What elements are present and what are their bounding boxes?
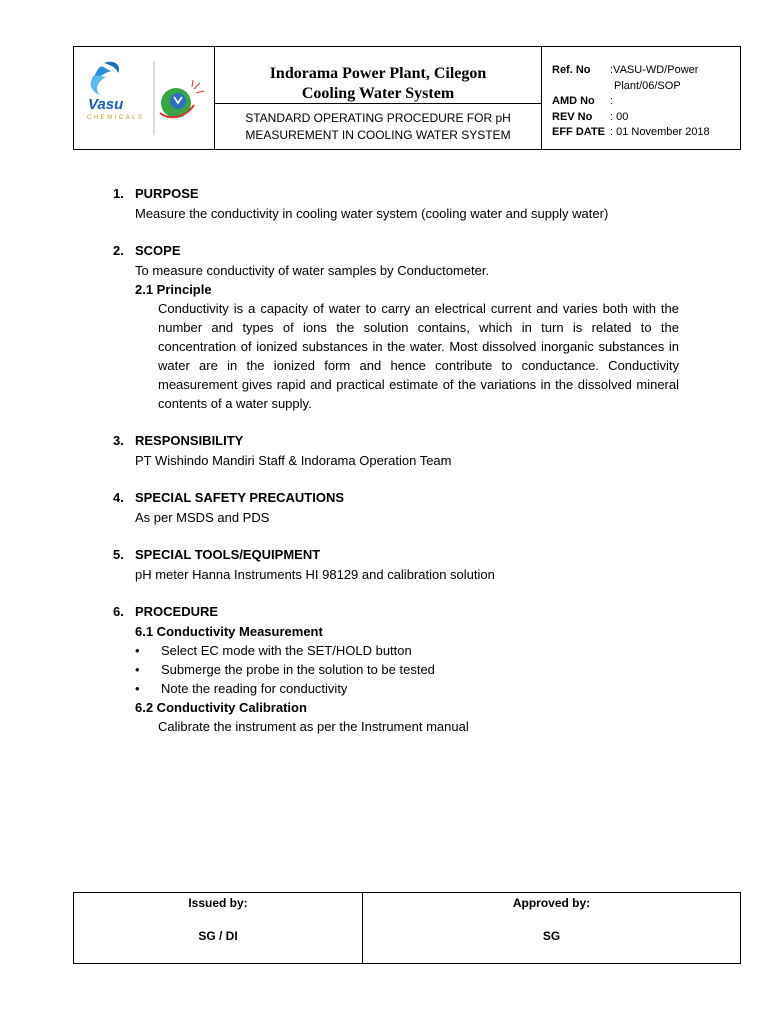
document-meta — [542, 47, 741, 150]
section-heading: PURPOSE — [135, 186, 199, 201]
list-item: • Submerge the probe in the solution to be tested — [135, 662, 435, 677]
section-safety: 4. SPECIAL SAFETY PRECAUTIONS As per MSDS and PDS — [113, 490, 344, 525]
rev-no-row: REV No : 00 — [552, 110, 629, 123]
ref-no-row: Ref. No :VASU-WD/Power Plant/06/SOP — [552, 64, 699, 92]
logo-cell — [74, 47, 215, 150]
list-item: • Select EC mode with the SET/HOLD button — [135, 643, 412, 658]
section-heading: SPECIAL TOOLS/EQUIPMENT — [135, 547, 321, 562]
section-scope: 2. SCOPE To measure conductivity of water samples by Conductometer. 2.1 Principle Conductivity is a capacity of water to carry an electrical current and varies both with the number and types of ions the solution contains, which in turn is related to the concentration of ionized substances in the water. Most dissolved inorganic substances in water are in the ionized form and hence contribute to conductance. Conductivity measurement gives rapid and practical estimate of the variations in the dissolved mineral contents of a water supply. — [113, 243, 679, 411]
document-header — [73, 46, 741, 150]
document-title: STANDARD OPERATING PROCEDURE FOR pH MEASUREMENT IN COOLING WATER SYSTEM — [245, 111, 511, 142]
list-item: • Note the reading for conductivity — [135, 681, 348, 696]
section-purpose: 1. PURPOSE Measure the conductivity in cooling water system (cooling water and supply water) — [113, 186, 609, 221]
section-responsibility: 3. RESPONSIBILITY PT Wishindo Mandiri Staff & Indorama Operation Team — [113, 433, 452, 468]
eff-date-row: EFF DATE : 01 November 2018 — [552, 126, 710, 138]
logo-text: Vasu — [88, 96, 124, 113]
section-heading: RESPONSIBILITY — [135, 433, 244, 448]
section-procedure: 6. PROCEDURE 6.1 Conductivity Measurement • Select EC mode with the SET/HOLD button • Submerge the probe in the solution to be tested • Note the reading for conductivity 6.2 Conductivity Calibration Calibrate the instrument as per the Instrument manual — [113, 602, 679, 736]
logo-subtext: CHEMICALS — [87, 115, 145, 121]
company-logo — [74, 47, 212, 149]
company-title: Indorama Power Plant, Cilegon Cooling Water System — [215, 47, 541, 104]
section-heading: SPECIAL SAFETY PRECAUTIONS — [135, 490, 344, 505]
document-body — [113, 184, 679, 754]
subsection-heading: 2.1 Principle — [135, 282, 212, 297]
amd-no-row: AMD No : — [552, 95, 614, 107]
subsection-heading: 6.2 Conductivity Calibration — [135, 700, 307, 715]
section-heading: SCOPE — [135, 243, 181, 258]
title-cell — [215, 47, 542, 150]
section-heading: PROCEDURE — [135, 604, 219, 619]
approved-by-cell: Approved by: SG — [363, 893, 741, 964]
principle-paragraph: Conductivity is a capacity of water to carry an electrical current and varies both with the number and types of ions the solution contains, which in turn is related to the concentration of ionized substances in the water. Most dissolved inorganic substances in water are in the ionized form and hence contribute to conductance. Conductivity measurement gives rapid and practical estimate of the variations in the dissolved mineral contents of a water supply. — [158, 301, 679, 411]
section-tools: 5. SPECIAL TOOLS/EQUIPMENT pH meter Hanna Instruments HI 98129 and calibration solution — [113, 547, 495, 582]
subsection-heading: 6.1 Conductivity Measurement — [135, 624, 323, 639]
signature-footer — [73, 892, 741, 964]
issued-by-cell: Issued by: SG / DI — [74, 893, 363, 964]
procedure-steps — [113, 641, 679, 698]
